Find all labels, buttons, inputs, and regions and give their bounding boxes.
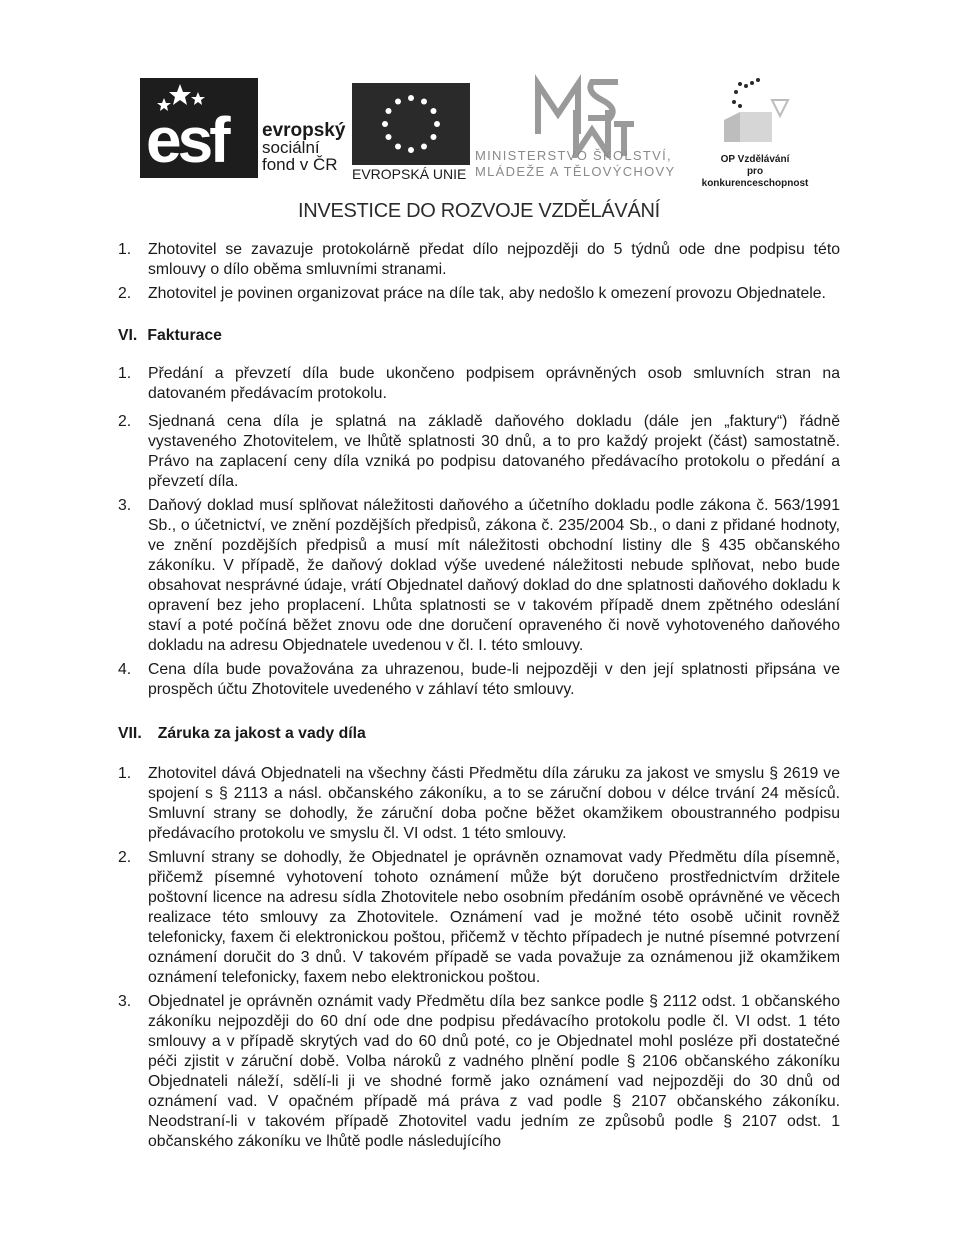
- section-vi-list: [118, 364, 840, 700]
- item-number: 2.: [118, 285, 132, 302]
- eu-star-icon: [421, 144, 427, 150]
- esf-wordmark: esf: [146, 104, 227, 176]
- eu-star-icon: [382, 121, 388, 127]
- item-number: 2.: [118, 849, 132, 866]
- item-number: 4.: [118, 661, 132, 678]
- section-vii-heading: [118, 724, 840, 744]
- msmt-logo-icon: [530, 74, 640, 158]
- eu-star-icon: [431, 108, 437, 114]
- item-number: 2.: [118, 413, 132, 430]
- eu-star-icon: [395, 99, 401, 105]
- item-text: Zhotovitel dává Objednateli na všechny části Předmětu díla záruku za jakost ve smyslu § 2619 ve spojení s § 2113 a násl. občanského zákoníku, a to se záruční dobou v délce trvání 24 měsíců. Smluvní strany se dohodly, že záruční doba počne běžet okamžikem oboustranného podpisu předávacího protokolu ve smyslu čl. VI odst. 1 této smlouvy.: [148, 765, 840, 842]
- eu-star-icon: [408, 147, 414, 153]
- contract-body: [118, 240, 840, 1152]
- op-logo-icon: [710, 72, 800, 148]
- item-text: Zhotovitel se zavazuje protokolárně předat dílo nejpozději do 5 týdnů ode dne podpisu této smlouvy o dílo oběma smluvními stranami.: [148, 241, 840, 278]
- esf-line-3: fond v ČR: [262, 155, 338, 174]
- section-vii-list: [118, 764, 840, 1152]
- section-title: Fakturace: [147, 327, 222, 344]
- list-item: [118, 660, 840, 700]
- esf-line-2: sociální: [262, 138, 320, 157]
- item-number: 1.: [118, 241, 132, 258]
- esf-logo: [140, 78, 258, 178]
- item-text: Sjednaná cena díla je splatná na základě daňového dokladu (dále jen „faktury“) řádně vystaveného Zhotovitelem, ve lhůtě splatnosti 30 dnů, a to pro každý projekt (část) samostatně. Právo na zaplacení ceny díla vzniká po podpisu datovaného předávacího protokolu o předání a převzetí díla.: [148, 413, 840, 490]
- item-number: 3.: [118, 993, 132, 1010]
- eu-star-icon: [386, 108, 392, 114]
- list-item: [118, 848, 840, 988]
- list-item: [118, 240, 840, 280]
- eu-label: EVROPSKÁ UNIE: [352, 166, 467, 182]
- investice-heading: INVESTICE DO ROZVOJE VZDĚLÁVÁNÍ: [298, 200, 660, 222]
- eu-star-icon: [421, 99, 427, 105]
- list-item: [118, 764, 840, 844]
- list-item: [118, 992, 840, 1152]
- msmt-line-1: MINISTERSTVO ŠKOLSTVÍ,: [475, 148, 672, 163]
- op-label: [695, 154, 815, 190]
- section-number: VI.: [118, 327, 138, 344]
- item-number: 1.: [118, 765, 132, 782]
- eu-star-icon: [386, 134, 392, 140]
- item-text: Smluvní strany se dohodly, že Objednatel je oprávněn oznamovat vady Předmětu díla písemně, přičemž písemné vyhotovení tohoto oznámení může být doručeno prostřednictvím držitele poštovní licence na adresu sídla Zhotovitele nebo osobním předáním osobě oprávněné ve věcech realizace této smlouvy za Zhotovitele. Oznámení vad je možné této osobě učinit rovněž telefonicky, faxem či elektronickou poštou, přičemž v těchto případech je nutné písemné potvrzení oznámení doručit do 3 dnů. V takovém případě se vada považuje za oznámenou již okamžikem oznámení telefonicky, faxem nebo elektronickou poštou.: [148, 849, 840, 986]
- eu-star-icon: [431, 134, 437, 140]
- list-item: [118, 284, 840, 304]
- eu-star-icon: [395, 144, 401, 150]
- msmt-line-2: MLÁDEŽE A TĚLOVÝCHOVY: [475, 164, 676, 179]
- msmt-label: [475, 148, 685, 180]
- list-item: [118, 496, 840, 656]
- section-title: Záruka za jakost a vady díla: [157, 725, 366, 742]
- eu-star-icon: [434, 121, 440, 127]
- esf-name: [262, 122, 345, 173]
- item-text: Zhotovitel je povinen organizovat práce na díle tak, aby nedošlo k omezení provozu Objednatele.: [148, 285, 826, 302]
- item-number: 1.: [118, 365, 132, 382]
- header-logos: [140, 78, 820, 190]
- eu-flag-icon: [352, 83, 470, 165]
- section-v-tail: [118, 240, 840, 304]
- section-number: VII.: [118, 725, 142, 742]
- list-item: [118, 364, 840, 404]
- op-line-2: pro konkurenceschopnost: [701, 166, 809, 189]
- op-line-1: OP Vzdělávání: [720, 154, 790, 165]
- item-text: Cena díla bude považována za uhrazenou, bude-li nejpozději v den její splatnosti připsána ve prospěch účtu Zhotovitele uvedeného v záhlaví této smlouvy.: [148, 661, 840, 698]
- eu-star-icon: [408, 95, 414, 101]
- item-text: Předání a převzetí díla bude ukončeno podpisem oprávněných osob smluvních stran na datovaném předávacím protokolu.: [148, 365, 840, 402]
- section-vi-heading: [118, 326, 840, 346]
- esf-line-1: evropský: [262, 120, 346, 141]
- list-item: [118, 412, 840, 492]
- item-text: Objednatel je oprávněn oznámit vady Předmětu díla bez sankce podle § 2112 odst. 1 občanského zákoníku nejpozději do 60 dní ode dne podpisu předávacího protokolu podle čl. VI odst. 1 této smlouvy a v případě skrytých vad do 60 dnů poté, co je Objednatel mohl posléze při dostatečné péči zjistit v záruční době. Volba nároků z vadného plnění podle § 2106 občanského zákoníku Objednateli náleží, sdělí-li ji ve shodné formě jako oznámení vad nejpozději do 30 dnů od oznámení vad. V opačném případě má práva z vad podle § 2107 občanského zákoníku. Neodstraní-li v takovém případě Zhotovitel vadu jedním ze způsobů podle § 2107 odst. 1 občanského zákoníku ve lhůtě podle následujícího: [148, 993, 840, 1150]
- item-text: Daňový doklad musí splňovat náležitosti daňového a účetního dokladu podle zákona č. 563/1991 Sb., o účetnictví, ve znění pozdějších předpisů, zákona č. 235/2004 Sb., o dani z přidané hodnoty, ve znění pozdějších předpisů a musí mít náležitosti obchodní listiny dle § 435 občanského zákoníku. V případě, že daňový doklad výše uvedené náležitosti nebude splňovat, nebo bude obsahovat nesprávné údaje, vrátí Objednatel daňový doklad do dne splatnosti daňového dokladu k opravení bez jeho proplacení. Lhůta splatnosti se v takovém případě dnem zpětného odeslání staví a poté počíná běžet znovu ode dne doručení opraveného či nově vyhotoveného daňového dokladu na adresu Objednatele uvedenou v čl. I. této smlouvy.: [148, 497, 840, 654]
- item-number: 3.: [118, 497, 132, 514]
